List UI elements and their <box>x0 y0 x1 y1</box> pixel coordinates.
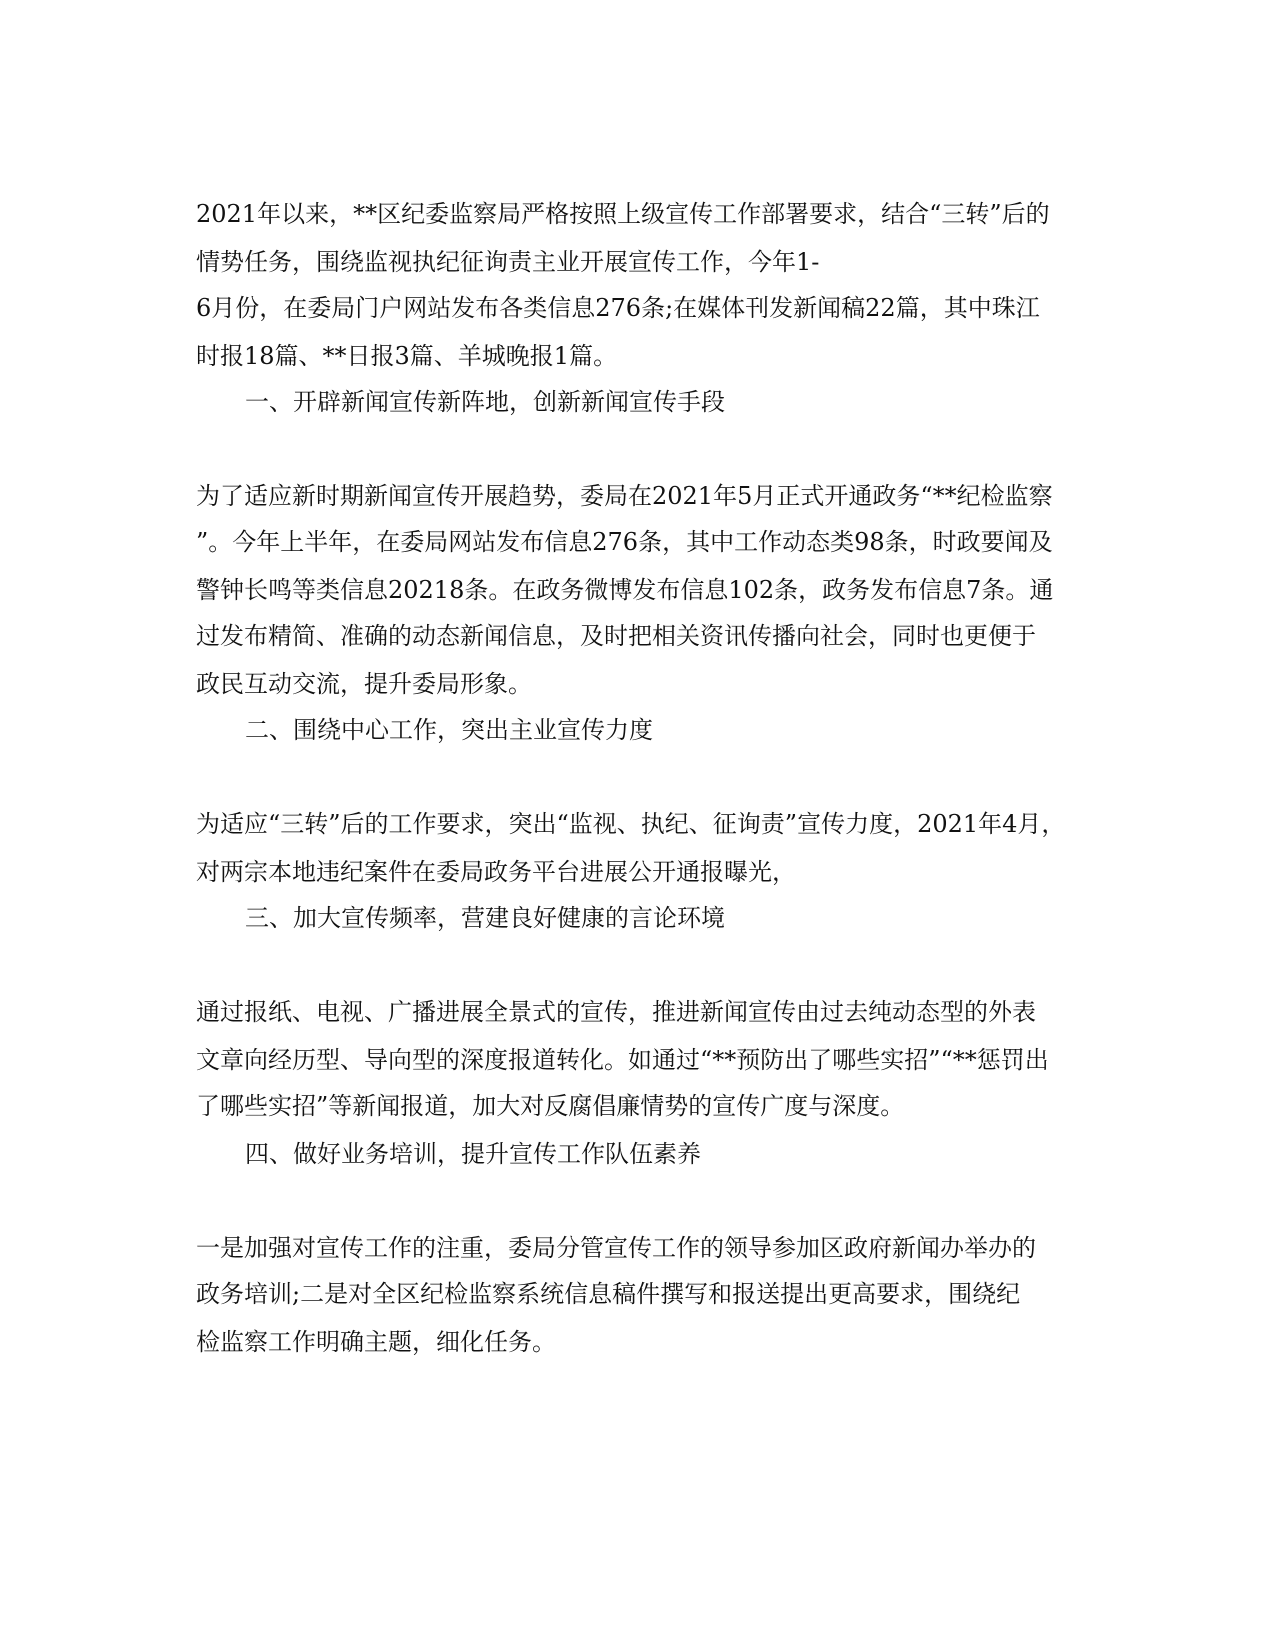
paragraph-line: 为了适应新时期新闻宣传开展趋势，委局在2021年5月正式开通政务“**纪检监察 <box>196 482 1053 510</box>
paragraph-line: 一是加强对宣传工作的注重，委局分管宣传工作的领导参加区政府新闻办举办的 <box>196 1234 1036 1262</box>
section-heading-4: 四、做好业务培训，提升宣传工作队伍素养 <box>245 1140 701 1168</box>
paragraph-line: 了哪些实招”等新闻报道，加大对反腐倡廉情势的宣传广度与深度。 <box>196 1092 905 1120</box>
paragraph-line: 情势任务，围绕监视执纪征询责主业开展宣传工作，今年1- <box>196 248 820 276</box>
paragraph-line: 过发布精简、准确的动态新闻信息，及时把相关资讯传播向社会，同时也更便于 <box>196 622 1036 650</box>
paragraph-line: ”。今年上半年，在委局网站发布信息276条，其中工作动态类98条，时政要闻及 <box>196 528 1053 556</box>
paragraph-line: 警钟长鸣等类信息20218条。在政务微博发布信息102条，政务发布信息7条。通 <box>196 576 1054 604</box>
paragraph-line: 政民互动交流，提升委局形象。 <box>196 670 532 698</box>
paragraph-line: 为适应“三转”后的工作要求，突出“监视、执纪、征询责”宣传力度，2021年4月， <box>196 810 1066 838</box>
paragraph-line: 6月份，在委局门户网站发布各类信息276条;在媒体刊发新闻稿22篇，其中珠江 <box>196 294 1040 322</box>
section-heading-1: 一、开辟新闻宣传新阵地，创新新闻宣传手段 <box>245 388 725 416</box>
paragraph-line: 政务培训;二是对全区纪检监察系统信息稿件撰写和报送提出更高要求，围绕纪 <box>196 1280 1021 1308</box>
section-heading-3: 三、加大宣传频率，营建良好健康的言论环境 <box>245 904 725 932</box>
paragraph-line: 2021年以来，**区纪委监察局严格按照上级宣传工作部署要求，结合“三转”后的 <box>196 200 1050 228</box>
paragraph-line: 文章向经历型、导向型的深度报道转化。如通过“**预防出了哪些实招”“**惩罚出 <box>196 1046 1049 1074</box>
paragraph-line: 对两宗本地违纪案件在委局政务平台进展公开通报曝光， <box>196 858 796 886</box>
section-heading-2: 二、围绕中心工作，突出主业宣传力度 <box>245 716 653 744</box>
paragraph-line: 通过报纸、电视、广播进展全景式的宣传，推进新闻宣传由过去纯动态型的外表 <box>196 998 1036 1026</box>
paragraph-line: 时报18篇、**日报3篇、羊城晚报1篇。 <box>196 342 618 370</box>
paragraph-line: 检监察工作明确主题，细化任务。 <box>196 1328 556 1356</box>
